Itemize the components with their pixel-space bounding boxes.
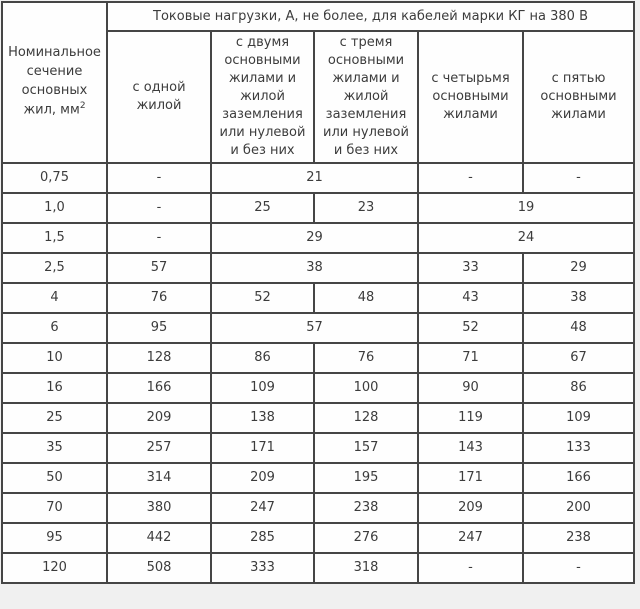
section-cell: 10 xyxy=(2,343,107,373)
table-row xyxy=(2,193,634,223)
table-row xyxy=(2,283,634,313)
value-cell: 52 xyxy=(418,313,523,343)
value-cell: 23 xyxy=(314,193,418,223)
value-cell: 86 xyxy=(211,343,314,373)
table-title: Токовые нагрузки, А, не более, для кабелей марки КГ на 380 В xyxy=(107,2,634,31)
value-cell: 38 xyxy=(523,283,634,313)
column-header: с пятью основными жилами xyxy=(523,31,634,163)
table-row xyxy=(2,253,634,283)
section-cell: 50 xyxy=(2,463,107,493)
value-cell: 380 xyxy=(107,493,211,523)
corner-superscript: 2 xyxy=(79,101,86,112)
value-cell: 318 xyxy=(314,553,418,583)
value-cell: 24 xyxy=(418,223,634,253)
value-cell: 71 xyxy=(418,343,523,373)
table-body xyxy=(2,163,634,583)
value-cell: 276 xyxy=(314,523,418,553)
value-cell: 128 xyxy=(107,343,211,373)
value-cell: 19 xyxy=(418,193,634,223)
value-cell: 508 xyxy=(107,553,211,583)
value-cell: 442 xyxy=(107,523,211,553)
value-cell: 195 xyxy=(314,463,418,493)
value-cell: 57 xyxy=(107,253,211,283)
value-cell: 25 xyxy=(211,193,314,223)
section-cell: 1,5 xyxy=(2,223,107,253)
value-cell: 200 xyxy=(523,493,634,523)
value-cell: - xyxy=(418,163,523,193)
value-cell: 86 xyxy=(523,373,634,403)
column-header: с четырьмя основными жилами xyxy=(418,31,523,163)
table-row xyxy=(2,343,634,373)
value-cell: 171 xyxy=(211,433,314,463)
value-cell: 76 xyxy=(107,283,211,313)
section-cell: 1,0 xyxy=(2,193,107,223)
column-header: с одной жилой xyxy=(107,31,211,163)
value-cell: 109 xyxy=(523,403,634,433)
value-cell: 90 xyxy=(418,373,523,403)
value-cell: 95 xyxy=(107,313,211,343)
section-cell: 2,5 xyxy=(2,253,107,283)
value-cell: 166 xyxy=(107,373,211,403)
section-cell: 25 xyxy=(2,403,107,433)
value-cell: 38 xyxy=(211,253,418,283)
value-cell: - xyxy=(523,163,634,193)
value-cell: 109 xyxy=(211,373,314,403)
table-row xyxy=(2,463,634,493)
section-cell: 120 xyxy=(2,553,107,583)
value-cell: 52 xyxy=(211,283,314,313)
value-cell: - xyxy=(107,163,211,193)
value-cell: 157 xyxy=(314,433,418,463)
section-cell: 95 xyxy=(2,523,107,553)
value-cell: 247 xyxy=(418,523,523,553)
value-cell: 57 xyxy=(211,313,418,343)
section-cell: 35 xyxy=(2,433,107,463)
value-cell: 257 xyxy=(107,433,211,463)
value-cell: - xyxy=(107,193,211,223)
value-cell: 171 xyxy=(418,463,523,493)
value-cell: 48 xyxy=(314,283,418,313)
section-cell: 16 xyxy=(2,373,107,403)
value-cell: 133 xyxy=(523,433,634,463)
value-cell: 43 xyxy=(418,283,523,313)
column-header: с тремя основными жилами и жилой заземления или нулевой и без них xyxy=(314,31,418,163)
section-cell: 0,75 xyxy=(2,163,107,193)
value-cell: 67 xyxy=(523,343,634,373)
section-cell: 4 xyxy=(2,283,107,313)
table-row xyxy=(2,493,634,523)
table-row xyxy=(2,313,634,343)
section-cell: 70 xyxy=(2,493,107,523)
value-cell: 21 xyxy=(211,163,418,193)
value-cell: 48 xyxy=(523,313,634,343)
value-cell: - xyxy=(523,553,634,583)
value-cell: 209 xyxy=(107,403,211,433)
row-header-corner-cell xyxy=(2,2,107,163)
value-cell: - xyxy=(418,553,523,583)
table-row xyxy=(2,373,634,403)
table-row xyxy=(2,223,634,253)
value-cell: 33 xyxy=(418,253,523,283)
value-cell: 247 xyxy=(211,493,314,523)
value-cell: 119 xyxy=(418,403,523,433)
value-cell: 100 xyxy=(314,373,418,403)
value-cell: 238 xyxy=(523,523,634,553)
corner-text: Номинальное сечение основных жил, мм xyxy=(8,44,101,118)
value-cell: 143 xyxy=(418,433,523,463)
value-cell: 209 xyxy=(211,463,314,493)
value-cell: 238 xyxy=(314,493,418,523)
title-row xyxy=(2,2,634,31)
value-cell: 128 xyxy=(314,403,418,433)
table-row xyxy=(2,553,634,583)
value-cell: - xyxy=(107,223,211,253)
value-cell: 209 xyxy=(418,493,523,523)
table-row xyxy=(2,403,634,433)
value-cell: 333 xyxy=(211,553,314,583)
value-cell: 29 xyxy=(211,223,418,253)
value-cell: 314 xyxy=(107,463,211,493)
table-header xyxy=(2,2,634,163)
value-cell: 285 xyxy=(211,523,314,553)
cable-current-load-table xyxy=(1,1,635,584)
value-cell: 76 xyxy=(314,343,418,373)
value-cell: 29 xyxy=(523,253,634,283)
table-row xyxy=(2,523,634,553)
value-cell: 166 xyxy=(523,463,634,493)
value-cell: 138 xyxy=(211,403,314,433)
section-cell: 6 xyxy=(2,313,107,343)
column-header: с двумя основными жилами и жилой заземления или нулевой и без них xyxy=(211,31,314,163)
table-row xyxy=(2,433,634,463)
table-row xyxy=(2,163,634,193)
